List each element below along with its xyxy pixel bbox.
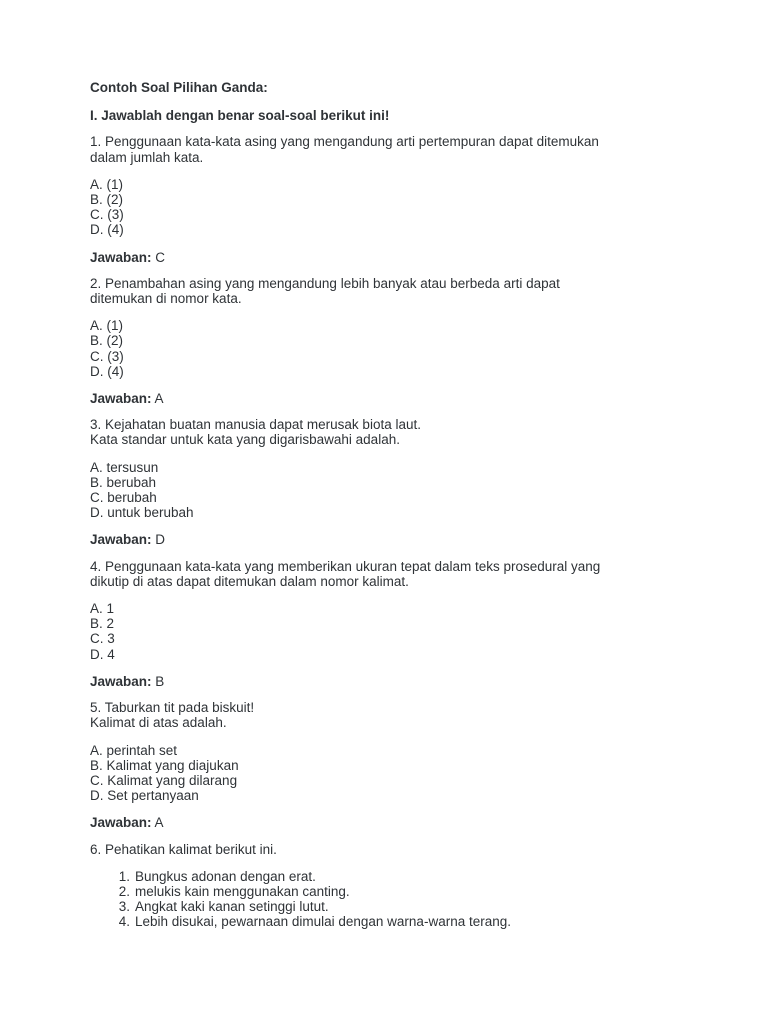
answer-label: Jawaban: xyxy=(90,249,152,265)
answer-option: B. Kalimat yang diajukan xyxy=(90,757,239,773)
list-item-number: 4. xyxy=(118,914,130,930)
answer-option: A. 1 xyxy=(90,601,115,617)
answer-label: Jawaban: xyxy=(90,532,152,548)
instruction-text: I. Jawablah dengan benar soal-soal berikut ini! xyxy=(90,108,390,124)
question-6 xyxy=(90,842,690,930)
answer-key xyxy=(90,532,690,547)
answer-option: B. berubah xyxy=(90,474,157,490)
list-item-number: 1. xyxy=(118,868,130,884)
document-page xyxy=(90,72,690,930)
answer-options xyxy=(90,743,690,804)
answer-value: C xyxy=(155,249,166,265)
answer-option: B. 2 xyxy=(90,616,115,632)
answer-options xyxy=(90,318,690,379)
question-text-line: Kata standar untuk kata yang digarisbawahi adalah. xyxy=(90,432,400,448)
answer-options xyxy=(90,177,690,238)
question-6-sentence-list xyxy=(90,869,690,930)
list-item-number: 3. xyxy=(118,899,130,915)
answer-option: C. (3) xyxy=(90,207,124,223)
question-4 xyxy=(90,559,690,689)
answer-value: D xyxy=(155,532,166,548)
list-item-text: Bungkus adonan dengan erat. xyxy=(135,868,316,884)
answer-option: B. (2) xyxy=(90,333,124,349)
question-1 xyxy=(90,134,690,264)
answer-option: C. Kalimat yang dilarang xyxy=(90,772,238,788)
answer-option: A. (1) xyxy=(90,318,124,334)
question-3 xyxy=(90,417,690,547)
answer-options xyxy=(90,460,690,521)
list-item-text: Angkat kaki kanan setinggi lutut. xyxy=(135,899,329,915)
question-6-text: 6. Pehatikan kalimat berikut ini. xyxy=(90,841,277,857)
list-item xyxy=(90,914,690,929)
answer-option: D. Set pertanyaan xyxy=(90,788,199,804)
answer-option: D. (4) xyxy=(90,363,124,379)
list-item-text: melukis kain menggunakan canting. xyxy=(135,883,350,899)
question-text-line: dalam jumlah kata. xyxy=(90,149,204,165)
answer-key xyxy=(90,250,690,265)
answer-option: D. 4 xyxy=(90,646,115,662)
answer-key xyxy=(90,391,690,406)
list-item xyxy=(90,869,690,884)
answer-label: Jawaban: xyxy=(90,391,152,407)
list-item-text: Lebih disukai, pewarnaan dimulai dengan warna-warna terang. xyxy=(135,914,511,930)
answer-option: D. (4) xyxy=(90,222,124,238)
answer-option: C. berubah xyxy=(90,490,157,506)
answer-option: A. perintah set xyxy=(90,742,178,758)
question-list xyxy=(90,134,690,830)
question-text-line: 4. Penggunaan kata-kata yang memberikan ukuran tepat dalam teks prosedural yang xyxy=(90,558,601,574)
answer-value: B xyxy=(155,673,165,689)
answer-label: Jawaban: xyxy=(90,673,152,689)
question-text-line: Kalimat di atas adalah. xyxy=(90,715,227,731)
answer-option: D. untuk berubah xyxy=(90,505,194,521)
question-text-line: 3. Kejahatan buatan manusia dapat merusak biota laut. xyxy=(90,417,421,433)
list-item-number: 2. xyxy=(118,883,130,899)
question-text-line: 2. Penambahan asing yang mengandung lebih banyak atau berbeda arti dapat xyxy=(90,275,560,291)
question-text-line: dikutip di atas dapat ditemukan dalam nomor kalimat. xyxy=(90,573,409,589)
answer-value: A xyxy=(154,815,164,831)
answer-option: A. tersusun xyxy=(90,459,159,475)
list-item xyxy=(90,899,690,914)
question-5 xyxy=(90,700,690,830)
answer-option: A. (1) xyxy=(90,176,124,192)
answer-value: A xyxy=(154,391,164,407)
list-item xyxy=(90,884,690,899)
answer-option: C. (3) xyxy=(90,348,124,364)
page-title: Contoh Soal Pilihan Ganda: xyxy=(90,80,268,95)
answer-options xyxy=(90,601,690,662)
answer-label: Jawaban: xyxy=(90,815,152,831)
answer-key xyxy=(90,674,690,689)
answer-option: B. (2) xyxy=(90,192,124,208)
answer-key xyxy=(90,815,690,830)
question-text-line: 1. Penggunaan kata-kata asing yang mengandung arti pertempuran dapat ditemukan xyxy=(90,134,599,150)
question-text-line: ditemukan di nomor kata. xyxy=(90,291,242,307)
question-text-line: 5. Taburkan tit pada biskuit! xyxy=(90,700,255,716)
question-2 xyxy=(90,276,690,406)
answer-option: C. 3 xyxy=(90,631,115,647)
